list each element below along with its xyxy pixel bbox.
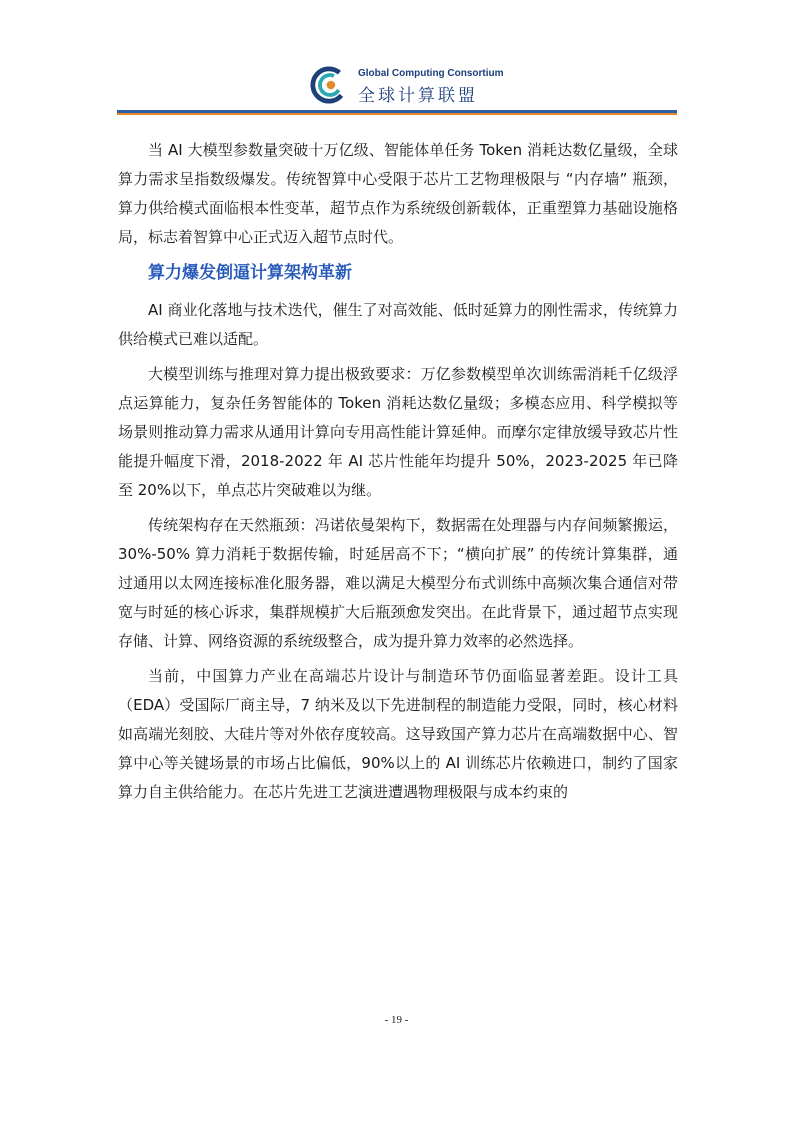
org-name-english: Global Computing Consortium (358, 68, 504, 79)
page-number: - 19 - (384, 1014, 409, 1026)
org-name-chinese: 全球计算联盟 (358, 86, 478, 106)
section-heading: 算力爆发倒逼计算架构革新 (148, 263, 352, 283)
page-header (300, 64, 520, 108)
intro-paragraph: 当 AI 大模型参数量突破十万亿级、智能体单任务 Token 消耗达数亿量级，全球算力需求呈指数级爆发。传统智算中心受限于芯片工艺物理极限与 “内存墙” 瓶颈，算力供给模式面临根本性变革，超节点作为系统级创新载体，正重塑算力基础设施格局，标志着智算中心正式迈入超节点时代。 (118, 141, 678, 246)
header-divider-orange (117, 113, 677, 115)
document-body (118, 136, 678, 813)
body-paragraph-3: 传统架构存在天然瓶颈：冯诺依曼架构下，数据需在处理器与内存间频繁搬运，30%-50% 算力消耗于数据传输，时延居高不下；“横向扩展” 的传统计算集群，通过通用以太网连接标准化服务器，难以满足大模型分布式训练中高频次集合通信对带宽与时延的核心诉求，集群规模扩大后瓶颈愈发突出。在此背景下，通过超节点实现存储、计算、网络资源的系统级整合，成为提升算力效率的必然选择。 (118, 516, 678, 650)
body-paragraph-1: AI 商业化落地与技术迭代，催生了对高效能、低时延算力的刚性需求，传统算力供给模式已难以适配。 (118, 301, 678, 348)
body-paragraph-4: 当前，中国算力产业在高端芯片设计与制造环节仍面临显著差距。设计工具（EDA）受国际厂商主导，7 纳米及以下先进制程的制造能力受限，同时，核心材料如高端光刻胶、大硅片等对外依存度较高。这导致国产算力芯片在高端数据中心、智算中心等关键场景的市场占比偏低，90%以上的 AI 训练芯片依赖进口，制约了国家算力自主供给能力。在芯片先进工艺演进遭遇物理极限与成本约束的 (118, 667, 678, 801)
body-paragraph-2: 大模型训练与推理对算力提出极致要求：万亿参数模型单次训练需消耗千亿级浮点运算能力，复杂任务智能体的 Token 消耗达数亿量级；多模态应用、科学模拟等场景则推动算力需求从通用计算向专用高性能计算延伸。而摩尔定律放缓导致芯片性能提升幅度下滑，2018-2022 年 AI 芯片性能年均提升 50%，2023-2025 年已降至 20%以下，单点芯片突破难以为继。 (118, 365, 678, 499)
consortium-logo-icon (310, 66, 348, 104)
